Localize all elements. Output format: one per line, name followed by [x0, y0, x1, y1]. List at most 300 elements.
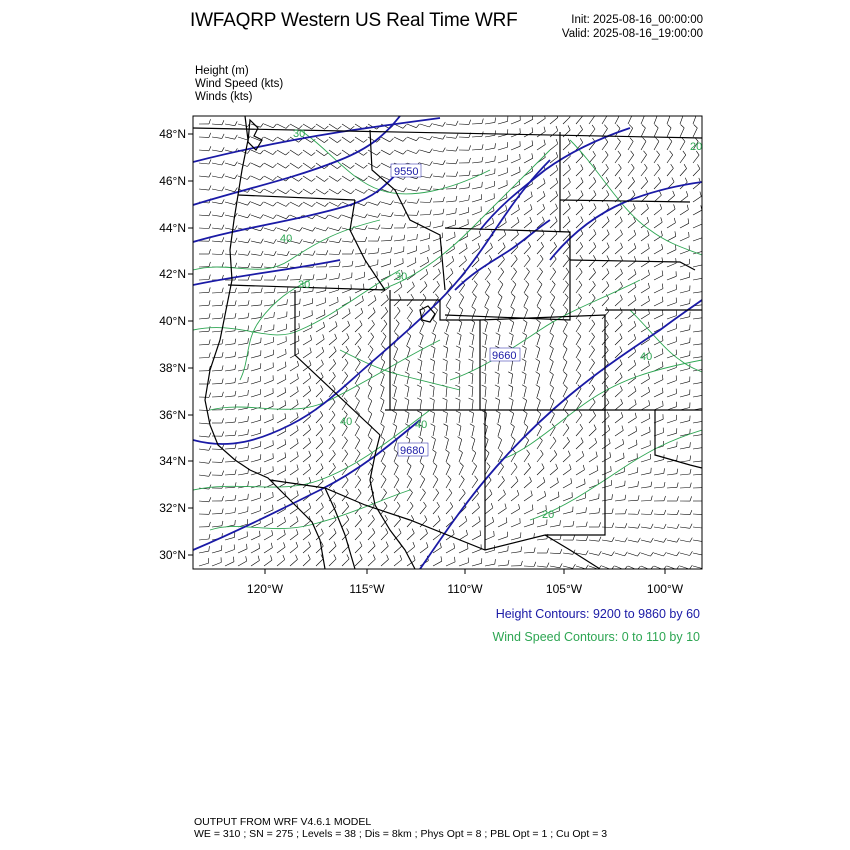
wind-barbs-layer	[199, 112, 705, 570]
wind-barb	[563, 385, 567, 398]
wind-barb	[589, 438, 597, 449]
wind-barb	[641, 538, 653, 542]
wind-barb	[524, 127, 533, 137]
wind-barb	[368, 150, 380, 155]
wind-barb	[485, 181, 495, 189]
wind-barb	[420, 233, 430, 241]
state-border-az-ca	[370, 435, 380, 505]
wind-barb	[549, 359, 553, 372]
wind-barb	[589, 151, 596, 163]
wind-barb	[628, 204, 635, 215]
wind-barb	[251, 441, 261, 449]
wind-barb	[316, 124, 328, 129]
wind-barb	[290, 542, 298, 553]
wind-barb	[472, 170, 483, 177]
wind-barb	[303, 555, 310, 566]
wind-barb	[485, 143, 496, 150]
wind-barb	[522, 359, 526, 371]
wind-barb	[615, 177, 622, 189]
wind-barb	[654, 482, 665, 488]
wind-barb	[693, 496, 705, 501]
wind-barb	[498, 532, 507, 540]
wind-barb	[563, 372, 567, 385]
wind-barb	[537, 268, 543, 280]
wind-barb	[498, 560, 509, 566]
wind-barb	[537, 294, 541, 307]
wind-barb	[693, 564, 705, 568]
wind-barb	[446, 134, 458, 139]
wind-barb	[446, 294, 451, 306]
wind-barb	[264, 363, 273, 372]
wind-barb	[511, 141, 520, 150]
mexico-border	[270, 480, 600, 569]
wind-barb	[290, 202, 302, 207]
wind-barb	[212, 379, 223, 384]
wind-barb	[576, 242, 583, 254]
wind-barb	[472, 281, 477, 293]
wind-barb	[693, 524, 705, 529]
wind-barb	[303, 503, 311, 514]
wind-barb	[264, 176, 276, 181]
wind-barb	[654, 375, 663, 384]
wind-barb	[212, 339, 223, 345]
wind-barb	[355, 489, 361, 501]
wind-barb	[693, 164, 700, 176]
wind-barb	[433, 281, 440, 293]
latitude-label: 48°N	[159, 127, 186, 141]
wind-barb	[380, 398, 384, 410]
wind-barb	[264, 215, 277, 219]
wind-barb	[212, 471, 224, 476]
wind-barb	[303, 438, 311, 449]
wind-barb	[589, 411, 596, 423]
wind-barb	[368, 346, 373, 358]
wind-barb	[380, 424, 384, 437]
wind-barb	[430, 385, 435, 397]
wind-barb	[329, 372, 335, 384]
wind-barb	[524, 491, 532, 501]
longitude-label: 100°W	[646, 582, 684, 596]
wind-barb	[482, 346, 487, 358]
wind-barb	[420, 320, 424, 333]
wind-barb	[511, 230, 519, 241]
wind-barb	[290, 374, 298, 384]
wind-barb	[277, 227, 290, 231]
wind-barb	[485, 559, 495, 566]
wind-barb	[199, 522, 210, 527]
wind-barb	[472, 294, 476, 307]
wind-barb	[641, 496, 652, 501]
wind-barb	[485, 169, 495, 177]
wind-barb	[368, 163, 380, 168]
wind-barb	[277, 287, 288, 293]
wind-barb	[563, 294, 568, 306]
footer-config-line: WE = 310 ; SN = 275 ; Levels = 38 ; Dis = 8km ; Phys Opt = 8 ; PBL Opt = 1 ; Cu Opt = 3	[194, 828, 608, 840]
wind-barb	[225, 226, 237, 230]
wind-barb	[381, 212, 393, 216]
wind-barb	[576, 438, 583, 449]
wind-barb	[329, 411, 335, 423]
wind-barb	[498, 243, 505, 254]
wind-barb	[511, 255, 517, 267]
wind-barb	[498, 180, 507, 189]
wind-barb	[680, 205, 688, 215]
wind-barb	[589, 320, 595, 332]
wind-contour	[450, 280, 640, 380]
wind-barb	[355, 308, 363, 319]
wind-barb	[303, 310, 312, 319]
wind-barb	[316, 334, 324, 345]
wind-contour	[193, 220, 380, 270]
wind-barb	[407, 187, 419, 191]
wind-barb	[498, 142, 508, 150]
wind-barb	[511, 268, 517, 280]
wind-barb	[238, 544, 247, 553]
wind-barb	[381, 137, 393, 142]
wind-barb	[511, 115, 520, 124]
wind-barb	[563, 217, 570, 229]
wind-barb	[329, 124, 341, 129]
wind-barb	[277, 336, 286, 345]
wind-barb	[667, 337, 676, 345]
wind-barb	[392, 411, 396, 423]
wind-barb	[420, 502, 426, 514]
wind-barb	[407, 463, 411, 476]
wind-barb	[459, 158, 471, 163]
wind-barb	[667, 496, 679, 501]
height-contours	[193, 116, 702, 569]
wind-barb	[550, 139, 558, 150]
wind-barb	[251, 300, 262, 306]
wind-barb	[277, 555, 285, 566]
wind-barb	[602, 466, 611, 475]
wind-barb	[472, 231, 481, 241]
wind-barb	[680, 286, 690, 294]
wind-barb	[459, 195, 469, 202]
wind-barb	[641, 427, 650, 436]
wind-barb	[277, 275, 289, 280]
wind-barb	[628, 230, 636, 241]
wind-barb	[355, 321, 362, 333]
wind-barb	[523, 320, 527, 332]
wind-barb	[641, 414, 650, 424]
wind-barb	[264, 150, 276, 155]
wind-barb	[199, 446, 211, 451]
wind-barb	[407, 199, 419, 204]
wind-barb	[238, 163, 251, 167]
wind-barb	[199, 366, 210, 371]
wind-barb	[355, 359, 360, 371]
wind-barb	[589, 255, 596, 267]
wind-barb	[498, 281, 503, 293]
wind-barb	[433, 122, 445, 126]
wind-barb	[498, 294, 502, 307]
wind-barb	[602, 523, 614, 528]
latitude-axis	[159, 127, 193, 562]
wind-barb	[680, 151, 686, 163]
wind-barb	[667, 552, 679, 556]
wind-barb	[576, 294, 582, 306]
wind-barb	[628, 334, 636, 345]
wind-barb	[316, 503, 323, 514]
wind-barb	[563, 165, 570, 176]
wind-barb	[511, 476, 518, 488]
wind-barb	[589, 294, 595, 306]
wind-barb	[264, 202, 277, 206]
latitude-label: 42°N	[159, 267, 186, 281]
wind-barb	[433, 463, 437, 476]
wind-barb	[277, 465, 286, 475]
wind-contour-label: 40	[415, 419, 428, 431]
wind-barb	[654, 244, 663, 254]
wind-barb	[628, 426, 637, 436]
wind-barb	[290, 361, 299, 371]
wind-barb	[433, 221, 443, 228]
wind-barb	[225, 495, 236, 501]
wind-barb	[667, 538, 679, 542]
wind-barb	[419, 333, 423, 346]
wind-barb	[693, 233, 702, 241]
wind-barb	[680, 565, 692, 569]
wind-barb	[329, 450, 335, 462]
wind-barb	[303, 227, 316, 231]
wind-barb	[563, 437, 570, 449]
wind-barb	[498, 490, 506, 501]
wind-barb	[316, 202, 328, 207]
wind-barb	[329, 542, 336, 554]
wind-barb	[199, 186, 211, 191]
wind-barb	[680, 191, 688, 202]
longitude-label: 120°W	[246, 582, 284, 596]
wind-barb	[238, 313, 249, 319]
wind-barb	[680, 416, 690, 423]
wind-barb	[251, 288, 262, 293]
wind-barb	[199, 211, 211, 216]
wind-barb	[238, 377, 248, 384]
wind-barb	[615, 481, 625, 488]
wind-barb	[628, 295, 636, 306]
wind-barb	[443, 411, 448, 423]
wind-barb	[443, 398, 448, 410]
wind-barb	[431, 346, 435, 358]
wind-barb	[225, 470, 236, 476]
wind-barb	[407, 124, 420, 128]
wind-barb	[654, 401, 663, 410]
wind-barb	[469, 398, 474, 410]
wind-barb	[576, 411, 582, 423]
wind-barb	[628, 467, 638, 475]
wind-barb	[472, 182, 482, 189]
wind-barb	[576, 551, 588, 555]
wind-barb	[303, 189, 315, 194]
wind-barb	[394, 223, 406, 228]
wind-barb	[550, 520, 561, 527]
wind-barb	[342, 555, 349, 567]
wind-barb	[667, 218, 676, 228]
wind-barb	[290, 439, 298, 450]
wind-barb	[589, 537, 601, 542]
wind-barb	[433, 135, 445, 139]
wind-barb	[277, 349, 286, 358]
wind-barb	[550, 437, 556, 449]
wind-barb	[342, 333, 349, 345]
wind-barb	[550, 113, 558, 124]
wind-barb	[316, 411, 323, 423]
wind-barb	[576, 204, 583, 216]
wind-barb	[355, 214, 367, 218]
wind-barb	[303, 298, 313, 306]
wind-barb	[264, 251, 276, 255]
wind-barb	[511, 167, 520, 176]
wind-barb	[381, 476, 386, 488]
wind-barb	[654, 217, 662, 228]
wind-barb	[511, 154, 520, 163]
latitude-label: 36°N	[159, 408, 186, 422]
latitude-label: 38°N	[159, 361, 186, 375]
wind-barb	[446, 557, 455, 566]
wind-barb	[329, 238, 341, 243]
wind-barb	[537, 491, 546, 501]
wind-barb	[407, 542, 415, 553]
wind-barb	[342, 502, 349, 514]
wind-barb	[368, 515, 375, 527]
wind-barb	[550, 478, 558, 488]
wind-barb	[537, 477, 545, 488]
wind-barb	[212, 458, 224, 463]
wind-barb	[238, 176, 251, 180]
wind-barb	[277, 150, 289, 155]
height-contour	[550, 182, 702, 260]
wind-barb	[342, 359, 348, 371]
wind-barb	[368, 225, 380, 230]
wind-barb	[641, 270, 650, 280]
valid-time: Valid: 2025-08-16_19:00:00	[561, 28, 703, 40]
wind-barb	[225, 391, 236, 397]
wind-barb	[433, 556, 442, 566]
wind-barb	[446, 208, 456, 215]
wind-barb	[420, 161, 432, 165]
wind-barb	[433, 516, 440, 527]
wind-contour-label: 30	[293, 128, 306, 140]
wind-barb	[316, 227, 328, 231]
wind-barb	[589, 242, 596, 254]
wind-barb	[394, 212, 406, 217]
wind-barb	[212, 199, 224, 203]
wind-barb	[563, 268, 569, 280]
wind-barb	[290, 491, 298, 501]
wind-barb	[457, 424, 461, 436]
wind-barb	[524, 562, 536, 567]
wind-barb	[628, 269, 636, 280]
wind-barb	[355, 225, 367, 229]
wind-barb	[498, 116, 508, 124]
wind-barb	[680, 325, 690, 332]
wind-barb	[641, 151, 647, 163]
wind-barb	[589, 281, 595, 293]
wind-barb	[238, 364, 248, 371]
wind-barb	[238, 263, 250, 268]
wind-contour-label: 20	[542, 509, 555, 521]
wind-barb	[602, 269, 609, 281]
wind-barb	[199, 339, 210, 345]
wind-barb	[381, 247, 392, 254]
wind-barb	[641, 468, 651, 475]
wind-barb	[641, 164, 647, 176]
wind-barb	[212, 365, 223, 371]
wind-barb	[355, 284, 364, 293]
wind-barb	[420, 529, 428, 540]
wind-barb	[472, 503, 480, 514]
wind-barb	[251, 363, 261, 371]
wind-barb	[316, 360, 323, 371]
wind-barb	[628, 413, 636, 423]
wind-barb	[693, 246, 703, 254]
wind-barb	[498, 129, 508, 137]
wind-barb	[446, 268, 453, 280]
wind-barb	[667, 164, 673, 176]
wind-barb	[225, 352, 236, 358]
wind-barb	[420, 463, 424, 476]
wind-barb	[381, 259, 391, 267]
wind-barb	[381, 542, 388, 553]
wind-barb	[485, 156, 495, 163]
wind-barb	[381, 150, 393, 155]
wind-barb	[264, 555, 272, 566]
wind-barb	[277, 324, 287, 332]
wind-barb	[471, 437, 475, 449]
wind-barb	[316, 189, 328, 194]
wind-barb	[563, 564, 575, 568]
wind-barb	[225, 378, 236, 384]
wind-barb	[407, 246, 417, 254]
wind-barb	[589, 385, 595, 397]
wind-barb	[472, 530, 481, 540]
wind-barb	[303, 386, 311, 397]
wind-barb	[355, 189, 368, 193]
wind-barb	[212, 418, 224, 423]
wind-barb	[509, 398, 513, 410]
wind-barb	[212, 483, 224, 488]
wind-barb	[199, 133, 211, 138]
wind-barb	[511, 463, 517, 475]
wind-barb	[251, 251, 263, 256]
wind-barb	[628, 217, 636, 228]
wind-barb	[316, 322, 325, 332]
wind-barb	[212, 120, 224, 125]
wind-barb	[316, 286, 326, 293]
wind-barb	[199, 326, 210, 332]
wind-barb	[368, 398, 372, 411]
wind-barb	[641, 204, 649, 215]
wind-barb	[576, 359, 581, 371]
wind-barb	[329, 463, 336, 475]
wind-barb	[550, 217, 557, 228]
wind-barb	[264, 518, 273, 528]
wind-barb	[212, 545, 222, 553]
wind-barb	[459, 558, 468, 566]
wind-barb	[498, 476, 505, 488]
wind-barb	[277, 362, 286, 371]
wind-barb	[615, 412, 623, 423]
wind-barb	[446, 463, 450, 476]
wind-barb	[303, 529, 311, 540]
wind-barb	[524, 548, 535, 554]
wind-barb	[225, 482, 236, 488]
wind-barb	[459, 530, 468, 540]
wind-barb	[537, 281, 542, 293]
wind-barb	[368, 176, 380, 181]
wind-barb	[446, 220, 456, 228]
